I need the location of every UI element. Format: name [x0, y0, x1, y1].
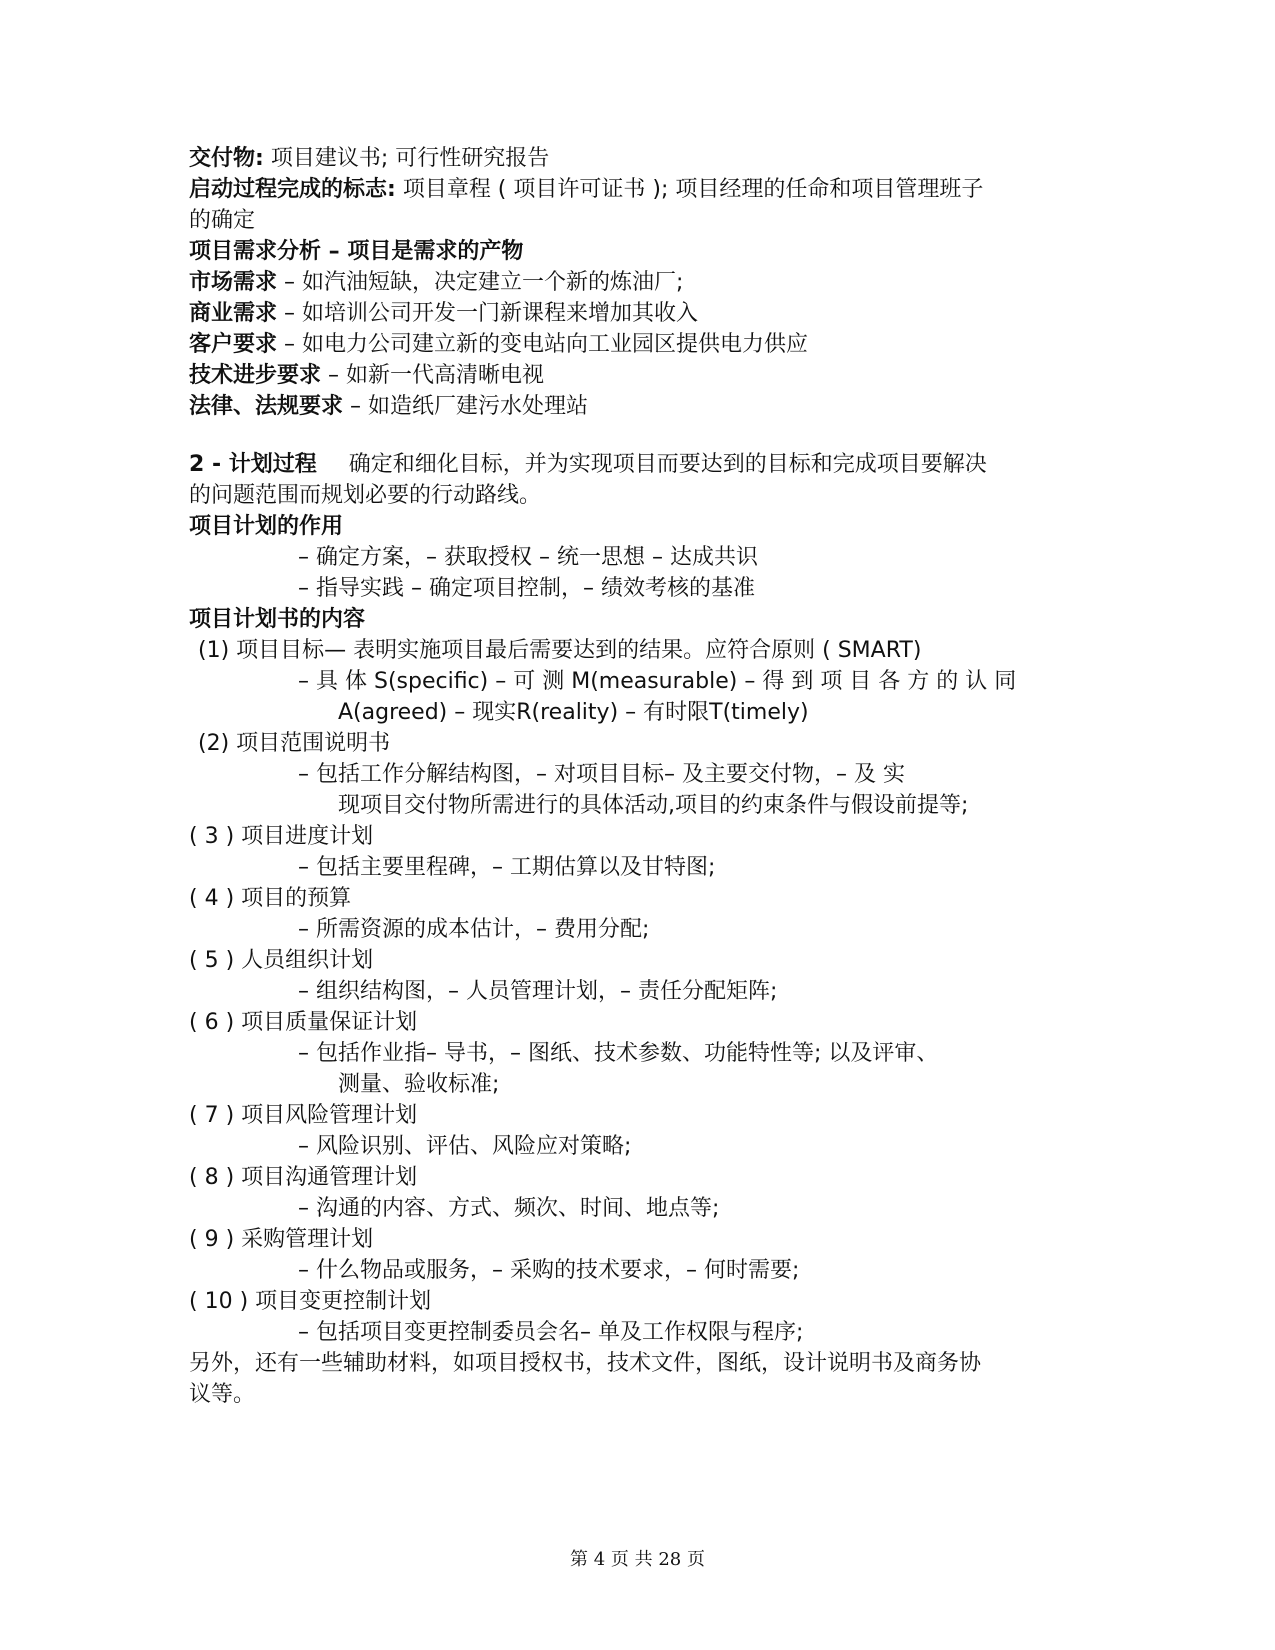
plan-item-heading: (2) 项目范围说明书	[198, 731, 391, 756]
plan-item-detail: – 沟通的内容、方式、频次、时间、地点等;	[298, 1196, 720, 1221]
page-footer: 第 4 页 共 28 页	[570, 1549, 705, 1570]
demand-label: 法律、法规要求	[189, 394, 344, 419]
startup-done-text: 项目章程 ( 项目许可证书 ); 项目经理的任命和项目管理班子	[402, 177, 984, 202]
demand-text: – 如造纸厂建污水处理站	[343, 394, 589, 419]
plan-item-heading: ( 3 ) 项目进度计划	[189, 824, 374, 849]
deliverables-line	[189, 144, 549, 174]
demand-text: – 如汽油短缺，决定建立一个新的炼油厂;	[277, 270, 684, 295]
plan-item-detail: – 包括作业指– 导书，– 图纸、技术参数、功能特性等; 以及评审、	[298, 1041, 939, 1066]
plan-item-heading: ( 4 ) 项目的预算	[189, 886, 352, 911]
plan-process-label: 2 - 计划过程	[189, 452, 317, 477]
demand-section-title: 项目需求分析 – 项目是需求的产物	[189, 239, 524, 264]
plan-item-detail: – 包括项目变更控制委员会名– 单及工作权限与程序;	[298, 1320, 804, 1345]
plan-content-title: 项目计划书的内容	[189, 607, 366, 632]
plan-process-cont: 的问题范围而规划必要的行动路线。	[189, 483, 542, 508]
plan-role-line: – 确定方案，– 获取授权 – 统一思想 – 达成共识	[298, 545, 758, 570]
plan-item-detail: – 包括主要里程碑，– 工期估算以及甘特图;	[298, 855, 716, 880]
plan-item-heading: ( 9 ) 采购管理计划	[189, 1227, 374, 1252]
closing-paragraph-cont: 议等。	[189, 1382, 256, 1407]
demand-label: 商业需求	[189, 301, 278, 326]
deliverables-label: 交付物:	[189, 146, 264, 171]
startup-done-label: 启动过程完成的标志:	[189, 177, 396, 202]
plan-item-detail: – 所需资源的成本估计，– 费用分配;	[298, 917, 650, 942]
plan-role-line: – 指导实践 – 确定项目控制，– 绩效考核的基准	[298, 576, 755, 601]
demand-text: – 如电力公司建立新的变电站向工业园区提供电力供应	[277, 332, 809, 357]
demand-item	[189, 361, 544, 391]
plan-item-heading: ( 5 ) 人员组织计划	[189, 948, 374, 973]
startup-done-line	[189, 175, 983, 205]
plan-role-title: 项目计划的作用	[189, 514, 344, 539]
demand-text: – 如新一代高清晰电视	[321, 363, 545, 388]
plan-item-detail: – 包括工作分解结构图，– 对项目目标– 及主要交付物，– 及 实	[298, 762, 905, 787]
closing-paragraph: 另外，还有一些辅助材料，如项目授权书，技术文件，图纸，设计说明书及商务协	[189, 1351, 982, 1376]
plan-process-line	[189, 450, 987, 480]
plan-item-heading: ( 6 ) 项目质量保证计划	[189, 1010, 418, 1035]
demand-label: 客户要求	[189, 332, 278, 357]
demand-item	[189, 392, 588, 422]
plan-item-detail: – 什么物品或服务，– 采购的技术要求，– 何时需要;	[298, 1258, 800, 1283]
deliverables-text: 项目建议书; 可行性研究报告	[270, 146, 550, 171]
plan-item-heading: ( 10 ) 项目变更控制计划	[189, 1289, 432, 1314]
demand-label: 市场需求	[189, 270, 278, 295]
plan-item-heading: ( 8 ) 项目沟通管理计划	[189, 1165, 418, 1190]
demand-item	[189, 330, 808, 360]
plan-item-heading: ( 7 ) 项目风险管理计划	[189, 1103, 418, 1128]
plan-item-detail: – 具 体 S(specific) – 可 测 M(measurable) – 得 到 项 目 各 方 的 认 同	[298, 669, 1017, 694]
plan-process-text: 确定和细化目标，并为实现项目而要达到的目标和完成项目要解决	[348, 452, 987, 477]
plan-item-heading: (1) 项目目标— 表明实施项目最后需要达到的结果。应符合原则 ( SMART)	[198, 638, 922, 663]
plan-item-detail: A(agreed) – 现实R(reality) – 有时限T(timely)	[338, 700, 809, 725]
plan-item-detail: 现项目交付物所需进行的具体活动,项目的约束条件与假设前提等;	[338, 793, 969, 818]
demand-item	[189, 268, 683, 298]
demand-label: 技术进步要求	[189, 363, 322, 388]
plan-item-detail: 测量、验收标准;	[338, 1072, 500, 1097]
plan-item-detail: – 风险识别、评估、风险应对策略;	[298, 1134, 632, 1159]
demand-text: – 如培训公司开发一门新课程来增加其收入	[277, 301, 699, 326]
demand-item	[189, 299, 698, 329]
plan-item-detail: – 组织结构图，– 人员管理计划，– 责任分配矩阵;	[298, 979, 778, 1004]
startup-done-cont: 的确定	[189, 208, 256, 233]
